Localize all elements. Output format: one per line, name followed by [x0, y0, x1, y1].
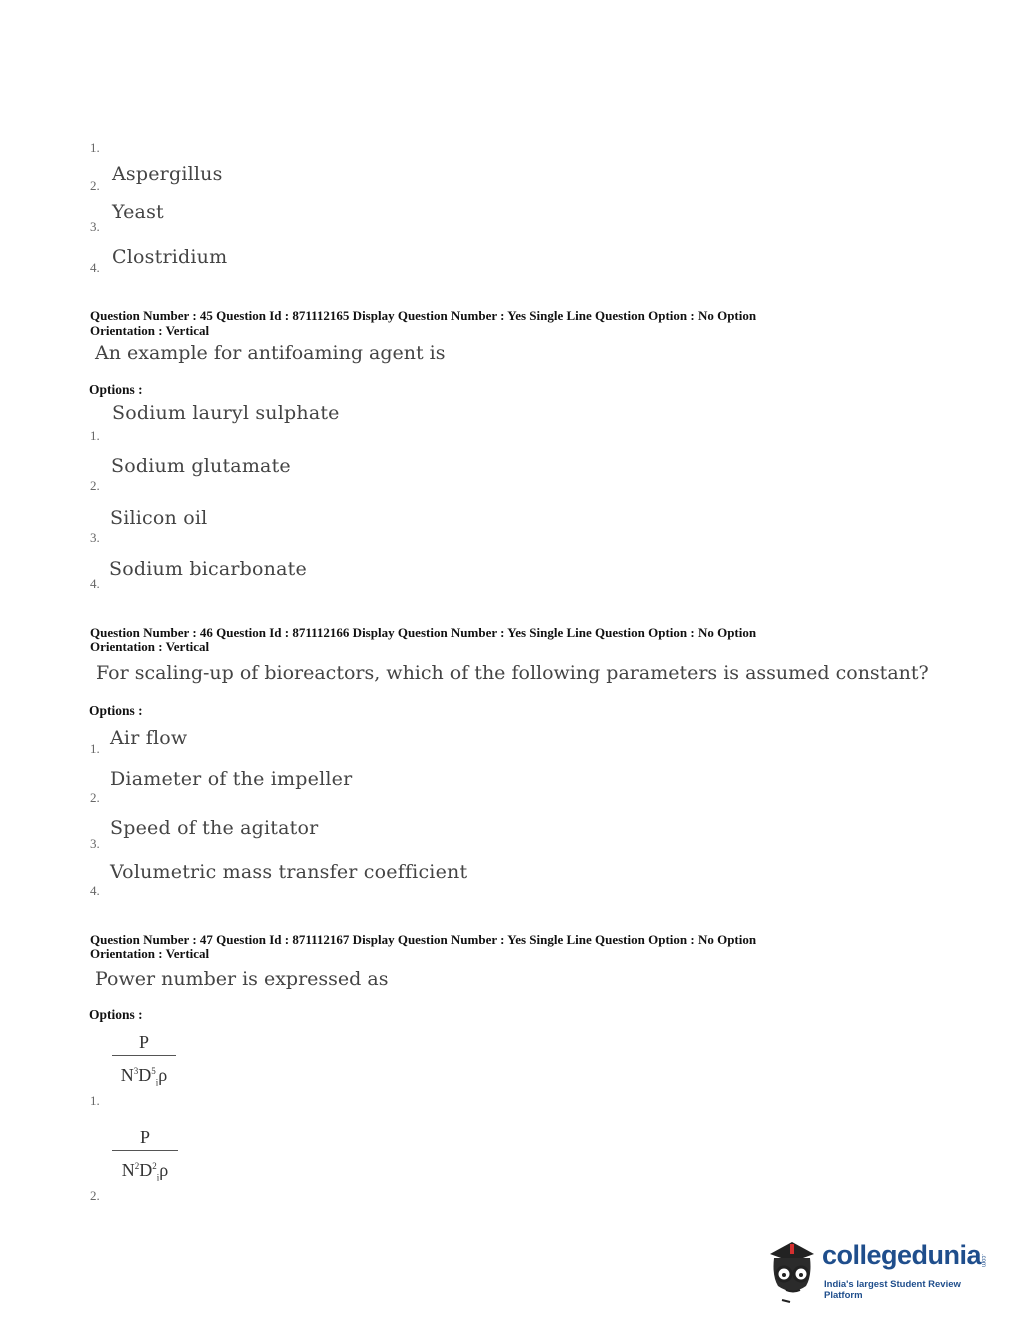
question-text: An example for antifoaming agent is [95, 342, 446, 364]
power-number-formula-option-1 [112, 1031, 176, 1094]
option-number: 4. [90, 883, 100, 898]
question-text: For scaling-up of bioreactors, which of the following parameters is assumed constant? [96, 662, 929, 684]
option-number: 4. [90, 576, 100, 591]
question-meta-orientation: Orientation : Vertical [90, 639, 210, 654]
question-text: Power number is expressed as [95, 968, 389, 990]
option-text: Volumetric mass transfer coefficient [110, 861, 468, 883]
collegedunia-logo [762, 1232, 992, 1304]
option-number: 1. [90, 741, 100, 756]
formula-numerator: P [139, 1127, 150, 1147]
question-meta: Question Number : 46 Question Id : 871112166 Display Question Number : Yes Single Line Question Option : No Option [90, 625, 757, 640]
option-number: 2. [90, 478, 100, 493]
option-number: 1. [90, 1093, 100, 1108]
question-meta: Question Number : 47 Question Id : 871112167 Display Question Number : Yes Single Line Question Option : No Option [90, 932, 757, 947]
option-number: 3. [90, 836, 100, 851]
option-text: Sodium glutamate [111, 455, 291, 477]
fraction-bar [112, 1150, 178, 1151]
options-label: Options : [89, 703, 143, 718]
option-text: Sodium lauryl sulphate [112, 402, 340, 424]
option-number: 3. [90, 530, 100, 545]
brand-tagline: India's largest Student Review Platform [824, 1279, 961, 1301]
option-text: Diameter of the impeller [110, 768, 353, 790]
brand-domain: .com [980, 1254, 986, 1268]
option-number: 4. [90, 260, 100, 275]
formula-denominator: $N^2D^2_i\rho$ [121, 1160, 169, 1183]
option-number: 3. [90, 219, 100, 234]
question-meta-orientation: Orientation : Vertical [90, 323, 210, 338]
brand-name: collegedunia [822, 1240, 982, 1270]
option-text: Silicon oil [110, 507, 208, 529]
options-label: Options : [89, 382, 143, 397]
options-label: Options : [89, 1007, 143, 1022]
option-number: 2. [90, 1188, 100, 1203]
option-text: Clostridium [112, 246, 228, 268]
power-number-formula-option-2 [112, 1126, 178, 1189]
option-number: 2. [90, 178, 100, 193]
option-text: Air flow [110, 727, 188, 749]
formula-denominator: $N^3D^5_i\rho$ [120, 1065, 168, 1088]
option-text: Yeast [112, 201, 164, 223]
option-number: 2. [90, 790, 100, 805]
option-text: Speed of the agitator [110, 817, 319, 839]
fraction-bar [112, 1055, 176, 1056]
option-number: 1. [90, 140, 100, 155]
option-number: 1. [90, 428, 100, 443]
question-meta: Question Number : 45 Question Id : 871112165 Display Question Number : Yes Single Line Question Option : No Option [90, 308, 757, 323]
option-text: Aspergillus [112, 163, 223, 185]
student-mascot-icon [762, 1232, 822, 1304]
question-meta-orientation: Orientation : Vertical [90, 946, 210, 961]
formula-numerator: P [138, 1032, 149, 1052]
option-text: Sodium bicarbonate [109, 558, 307, 580]
